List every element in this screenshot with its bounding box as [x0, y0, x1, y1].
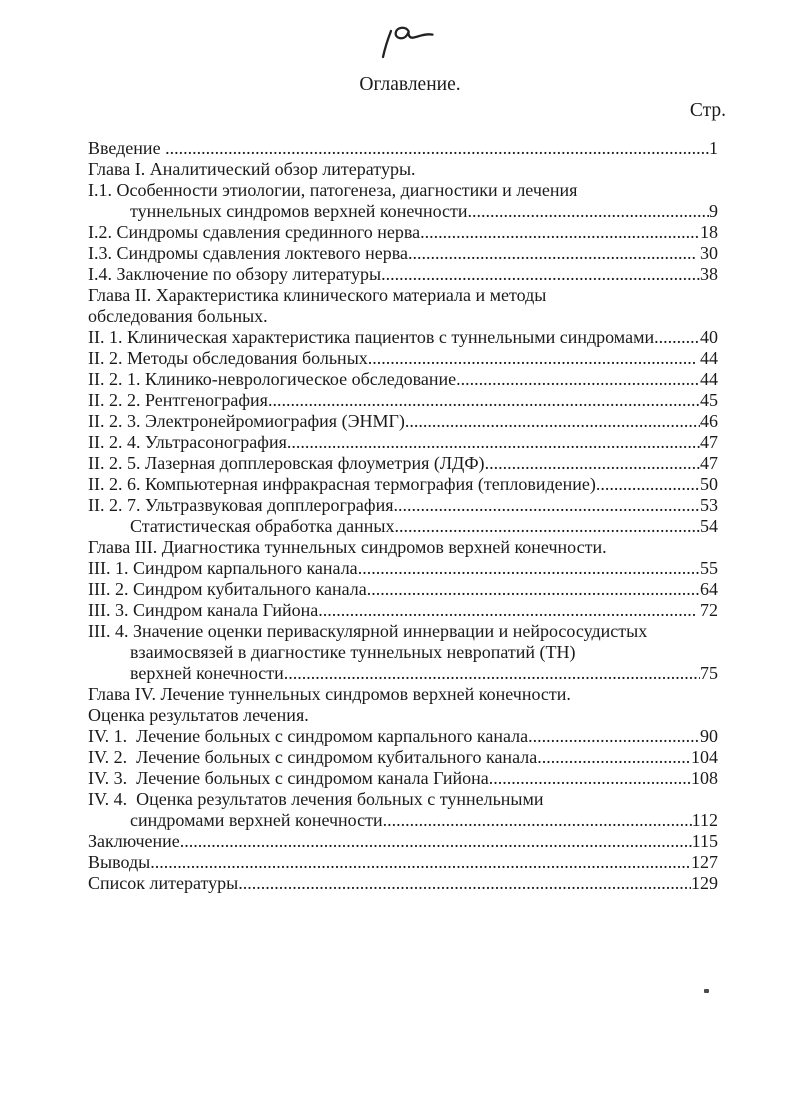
toc-dot-leader: [489, 768, 691, 789]
toc-page-number: 53: [700, 495, 718, 515]
toc-entry: [88, 390, 718, 411]
toc-dot-leader: [268, 390, 700, 411]
toc-entry-text: туннельных синдромов верхней конечности: [130, 201, 468, 221]
toc-entry-text: II. 2. 2. Рентгенография: [88, 390, 268, 410]
toc-dot-leader: [383, 810, 692, 831]
page-title: Оглавление.: [359, 74, 461, 95]
toc-dot-leader: [405, 411, 700, 432]
toc-dot-leader: [318, 600, 695, 621]
toc-entry: [88, 369, 718, 390]
toc-page-number: 112: [691, 810, 718, 830]
toc-entry-text: Глава II. Характеристика клинического материала и методы: [88, 285, 547, 305]
toc-entry: [88, 159, 718, 180]
toc-entry: [88, 138, 718, 159]
toc-page-number: 18: [700, 222, 718, 242]
toc-entry: [88, 810, 718, 831]
toc-entry-text: верхней конечности: [130, 663, 284, 683]
toc-entry-text: Глава I. Аналитический обзор литературы.: [88, 159, 416, 179]
toc-dot-leader: [150, 852, 691, 873]
toc-entry-text: II. 2. 1. Клинико-неврологическое обследование: [88, 369, 457, 389]
toc-entry: [88, 852, 718, 873]
toc-dot-leader: [180, 831, 692, 852]
toc-dot-leader: [165, 138, 709, 159]
toc-page-number: 64: [700, 579, 718, 599]
toc-page-number: 90: [700, 726, 718, 746]
toc-entry: [88, 327, 718, 348]
toc-entry-text: Выводы: [88, 852, 151, 872]
toc-entry-text: синдромами верхней конечности: [130, 810, 383, 830]
toc-dot-leader: [367, 579, 700, 600]
toc-entry-text: II. 2. 3. Электронейромиография (ЭНМГ): [88, 411, 405, 431]
toc-entry-text: II. 2. 6. Компьютерная инфракрасная термография (тепловидение): [88, 474, 596, 494]
toc-entry: [88, 747, 718, 768]
toc-dot-leader: [395, 516, 701, 537]
toc-entry: [88, 663, 718, 684]
toc-entry-text: II. 2. 7. Ультразвуковая допплерография: [88, 495, 394, 515]
toc-entry: [88, 285, 718, 306]
toc-page-number: 40: [700, 327, 718, 347]
toc-entry: [88, 474, 718, 495]
toc-entry-text: Введение: [88, 138, 166, 158]
toc-dot-leader: [381, 264, 700, 285]
toc-page-number: 54: [700, 516, 718, 536]
toc-page-number: 55: [700, 558, 718, 578]
toc-dot-leader: [654, 327, 700, 348]
toc-entry: [88, 705, 718, 726]
toc-entry: [88, 873, 718, 894]
toc-page-number: 45: [700, 390, 718, 410]
toc-dot-leader: [528, 726, 700, 747]
toc-page-number: 108: [691, 768, 718, 788]
toc-page-number: 44: [700, 369, 718, 389]
toc-entry-text: II. 2. 5. Лазерная допплеровская флоуметрия (ЛДФ): [88, 453, 485, 473]
toc-entry-text: III. 2. Синдром кубитального канала: [88, 579, 367, 599]
toc-dot-leader: [456, 369, 700, 390]
toc-entry-text: Глава III. Диагностика туннельных синдромов верхней конечности.: [88, 537, 607, 557]
page-column-label: Стр.: [689, 100, 726, 121]
toc-dot-leader: [596, 474, 700, 495]
toc-page-number: 1: [709, 138, 718, 158]
toc-entry-text: обследования больных.: [88, 306, 268, 326]
toc-dot-leader: [420, 222, 700, 243]
toc-page-number: 115: [691, 831, 718, 851]
toc-page-number: 127: [691, 852, 718, 872]
toc-entry: [88, 180, 718, 201]
toc-entry: [88, 264, 718, 285]
toc-list: [88, 138, 718, 894]
toc-dot-leader: [485, 453, 700, 474]
toc-entry: [88, 684, 718, 705]
toc-entry-text: взаимосвязей в диагностике туннельных невропатий (ТН): [130, 642, 576, 662]
toc-entry: [88, 243, 718, 264]
toc-dot-leader: [358, 558, 700, 579]
toc-entry: [88, 348, 718, 369]
handwritten-annotation-icon: [374, 19, 440, 63]
toc-entry: [88, 558, 718, 579]
toc-entry-text: I.4. Заключение по обзору литературы: [88, 264, 382, 284]
toc-entry-text: Глава IV. Лечение туннельных синдромов верхней конечности.: [88, 684, 571, 704]
toc-entry-text: III. 1. Синдром карпального канала: [88, 558, 358, 578]
toc-page-number: 46: [700, 411, 718, 431]
toc-page-number: 50: [700, 474, 718, 494]
toc-page-number: 30: [695, 243, 718, 263]
toc-entry: [88, 537, 718, 558]
toc-page-number: 104: [691, 747, 718, 767]
toc-page-number: 9: [709, 201, 718, 221]
toc-dot-leader: [238, 873, 691, 894]
toc-dot-leader: [287, 432, 700, 453]
toc-page-number: 47: [700, 453, 718, 473]
toc-dot-leader: [284, 663, 700, 684]
toc-dot-leader: [468, 201, 709, 222]
toc-entry-text: I.1. Особенности этиологии, патогенеза, диагностики и лечения: [88, 180, 578, 200]
toc-entry: [88, 453, 718, 474]
toc-entry-text: IV. 4. Оценка результатов лечения больных с туннельными: [88, 789, 544, 809]
scan-artifact-speck: [704, 989, 709, 993]
toc-page-number: 44: [695, 348, 718, 368]
toc-page-number: 75: [700, 663, 718, 683]
toc-dot-leader: [393, 495, 700, 516]
toc-entry-text: II. 2. 4. Ультрасонография: [88, 432, 287, 452]
toc-dot-leader: [537, 747, 691, 768]
toc-entry-text: IV. 3. Лечение больных с синдромом канала Гийона: [88, 768, 489, 788]
toc-entry: [88, 600, 718, 621]
toc-entry-text: III. 3. Синдром канала Гийона: [88, 600, 319, 620]
toc-entry-text: Заключение: [88, 831, 180, 851]
toc-entry: [88, 222, 718, 243]
toc-entry: [88, 411, 718, 432]
toc-entry: [88, 789, 718, 810]
toc-entry-text: I.3. Синдромы сдавления локтевого нерва: [88, 243, 409, 263]
toc-entry-text: I.2. Синдромы сдавления срединного нерва: [88, 222, 421, 242]
toc-entry: [88, 621, 718, 642]
toc-entry: [88, 516, 718, 537]
toc-entry: [88, 642, 718, 663]
toc-entry-text: IV. 1. Лечение больных с синдромом карпального канала: [88, 726, 529, 746]
toc-entry-text: Статистическая обработка данных: [130, 516, 395, 536]
toc-dot-leader: [408, 243, 695, 264]
toc-entry: [88, 306, 718, 327]
toc-entry-text: III. 4. Значение оценки периваскулярной иннервации и нейрососудистых: [88, 621, 648, 641]
toc-page-number: 47: [700, 432, 718, 452]
toc-entry-text: Оценка результатов лечения.: [88, 705, 309, 725]
toc-entry-text: II. 2. Методы обследования больных: [88, 348, 368, 368]
toc-entry-text: Список литературы: [88, 873, 239, 893]
toc-entry: [88, 432, 718, 453]
toc-entry: [88, 495, 718, 516]
toc-page-number: 38: [700, 264, 718, 284]
toc-dot-leader: [368, 348, 696, 369]
toc-entry: [88, 831, 718, 852]
toc-entry: [88, 579, 718, 600]
toc-page-number: 129: [691, 873, 718, 893]
toc-page-number: 72: [695, 600, 718, 620]
toc-entry-text: IV. 2. Лечение больных с синдромом кубитального канала: [88, 747, 538, 767]
toc-entry: [88, 768, 718, 789]
toc-entry-text: II. 1. Клиническая характеристика пациентов с туннельными синдромами: [88, 327, 655, 347]
toc-entry: [88, 201, 718, 222]
toc-entry: [88, 726, 718, 747]
